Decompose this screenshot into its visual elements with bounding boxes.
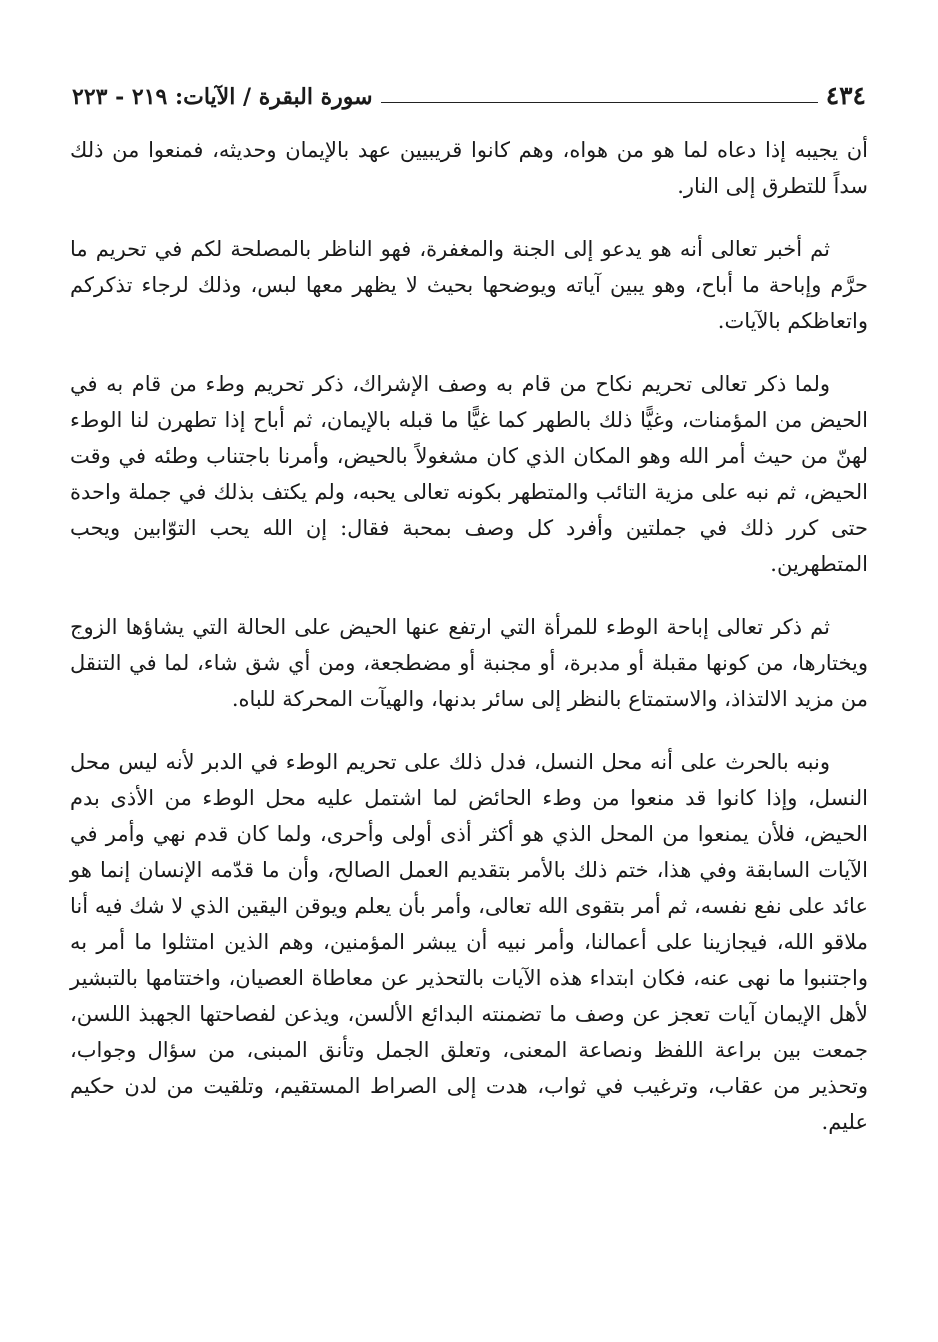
paragraph-4: ثم ذكر تعالى إباحة الوطء للمرأة التي ارتفع عنها الحيض على الحالة التي يشاؤها الزوج ويختارها، من كونها مقبلة أو مدبرة، أو مجنبة أو مضطجعة، ومن أي شق شاء، لما في التنقل من مزيد الالتذاذ، والاستمتاع بالنظر إلى سائر بدنها، والهيآت المحركة للباه.	[70, 615, 868, 711]
body-text	[70, 132, 868, 1167]
paragraph-3: ولما ذكر تعالى تحريم نكاح من قام به وصف الإشراك، ذكر تحريم وطء من قام به في الحيض من المؤمنات، وغيًّا ذلك بالطهر كما غيًّا ما قبله بالإيمان، ثم أباح إذا تطهرن لنا الوطء لهنّ من حيث أمر الله وهو المكان الذي كان مشغولاً بالحيض، وأمرنا باجتناب وطئه في وقت الحيض، ثم نبه على مزية التائب والمتطهر بكونه تعالى يحبه، ولم يكتف بذلك في جملة واحدة حتى كرر ذلك في جملتين وأفرد كل وصف بمحبة فقال: إن الله يحب التوّابين ويحب المتطهرين.	[70, 372, 868, 576]
running-head: سورة البقرة / الآيات: ٢١٩ - ٢٢٣	[72, 84, 373, 110]
page-header	[72, 68, 866, 108]
paragraph-1: أن يجيبه إذا دعاه لما هو من هواه، وهم كانوا قريبيين عهد بالإيمان وحديثه، فمنعوا من ذلك سداً للتطرق إلى النار.	[70, 138, 868, 198]
paragraph-2: ثم أخبر تعالى أنه هو يدعو إلى الجنة والمغفرة، فهو الناظر بالمصلحة لكم في تحريم ما حرَّم وإباحة ما أباح، وهو يبين آياته ويوضحها بحيث لا يظهر معها لبس، وذلك لرجاء تذكركم واتعاظكم بالآيات.	[70, 237, 868, 333]
header-rule	[381, 102, 818, 103]
paragraph-5: ونبه بالحرث على أنه محل النسل، فدل ذلك على تحريم الوطء في الدبر لأنه ليس محل النسل، وإذا كانوا قد منعوا من وطء الحائض لما اشتمل عليه محل الوطء من الأذى بدم الحيض، فلأن يمنعوا من المحل الذي هو أكثر أذى أولى وأحرى، ولما كان قدم نهي وأمر في الآيات السابقة وفي هذا، ختم ذلك بالأمر بتقديم العمل الصالح، وأن ما قدّمه الإنسان إنما هو عائد على نفع نفسه، ثم أمر بتقوى الله تعالى، وأمر بأن يعلم ويوقن اليقين الذي لا شك فيه أنا ملاقو الله، فيجازينا على أعمالنا، وأمر نبيه أن يبشر المؤمنين، وهم الذين امتثلوا ما أمر به واجتنبوا ما نهى عنه، فكان ابتداء هذه الآيات بالتحذير عن معاطاة العصيان، واختتامها بالتبشير لأهل الإيمان آيات تعجز عن وصف ما تضمنته البدائع الألسن، ويذعن لفصاحتها الجهبذ اللسن، جمعت بين براعة اللفظ ونصاعة المعنى، وتعلق الجمل وتأنق المبنى، من سؤال وجواب، وتحذير من عقاب، وترغيب في ثواب، هدت إلى الصراط المستقيم، وتلقيت من لدن حكيم عليم.	[70, 750, 868, 1134]
page-number: ٤٣٤	[825, 81, 866, 110]
